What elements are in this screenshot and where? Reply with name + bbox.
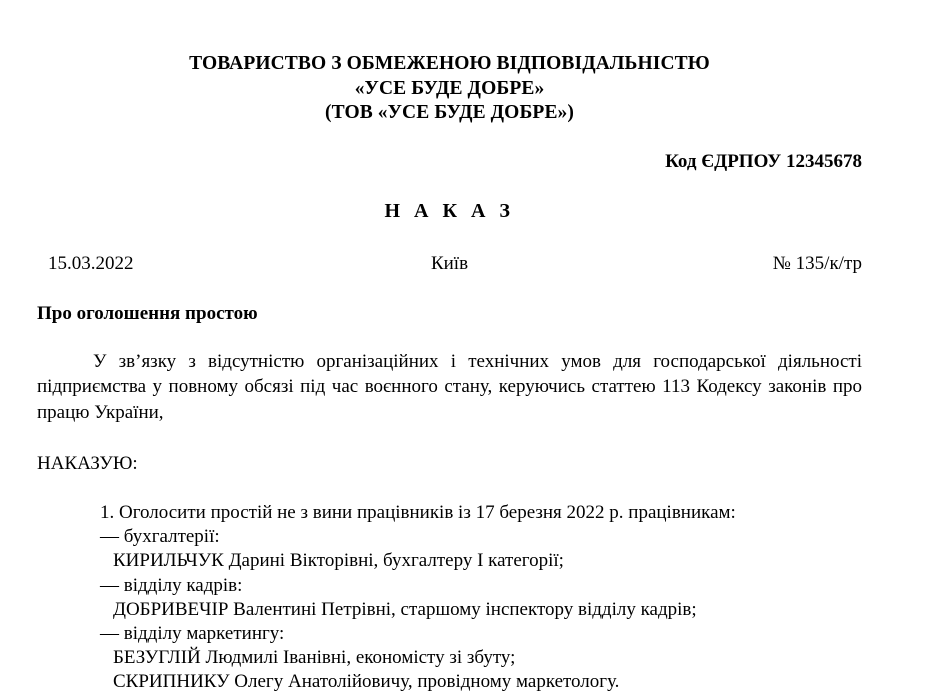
document-meta-row — [37, 252, 862, 276]
document-number: № 135/к/тр — [772, 252, 862, 274]
order-clauses — [37, 501, 862, 695]
document-date: 15.03.2022 — [48, 252, 134, 274]
person-line: ДОБРИВЕЧІР Валентині Петрівні, старшому інспектору відділу кадрів; — [113, 598, 697, 620]
document-title: Н А К А З — [384, 199, 515, 222]
document-content — [37, 0, 862, 695]
person-line: СКРИПНИКУ Олегу Анатолійовичу, провідному маркетологу. — [113, 671, 620, 693]
document-place: Київ — [430, 252, 469, 274]
clause-item: 1. Оголосити простій не з вини працівників із 17 березня 2022 р. працівникам: — [100, 502, 736, 523]
document-subject: Про оголошення простою — [37, 302, 258, 324]
organization-header — [37, 52, 862, 126]
order-verb: НАКАЗУЮ: — [37, 453, 138, 474]
department-line: — відділу маркетингу: — [100, 623, 285, 645]
person-line: КИРИЛЬЧУК Дарині Вікторівні, бухгалтеру І категорії; — [113, 550, 564, 572]
organization-name-line-1: ТОВАРИСТВО З ОБМЕЖЕНОЮ ВІДПОВІДАЛЬНІСТЮ — [189, 53, 710, 74]
edrpou-code: Код ЄДРПОУ 12345678 — [665, 150, 862, 172]
document-preamble: У зв’язку з відсутністю організаційних і технічних умов для господарської діяльності підприємства у повному обсязі під час воєнного стану, керуючись статтею 113 Кодексу законів про працю України, — [37, 350, 862, 423]
organization-name-line-2: «УСЕ БУДЕ ДОБРЕ» — [354, 77, 545, 99]
department-line: — бухгалтерії: — [100, 526, 220, 548]
department-line: — відділу кадрів: — [100, 574, 243, 596]
person-line: БЕЗУГЛІЙ Людмилі Іванівні, економісту зі збуту; — [113, 647, 516, 669]
organization-name-line-3: (ТОВ «УСЕ БУДЕ ДОБРЕ») — [325, 102, 574, 123]
